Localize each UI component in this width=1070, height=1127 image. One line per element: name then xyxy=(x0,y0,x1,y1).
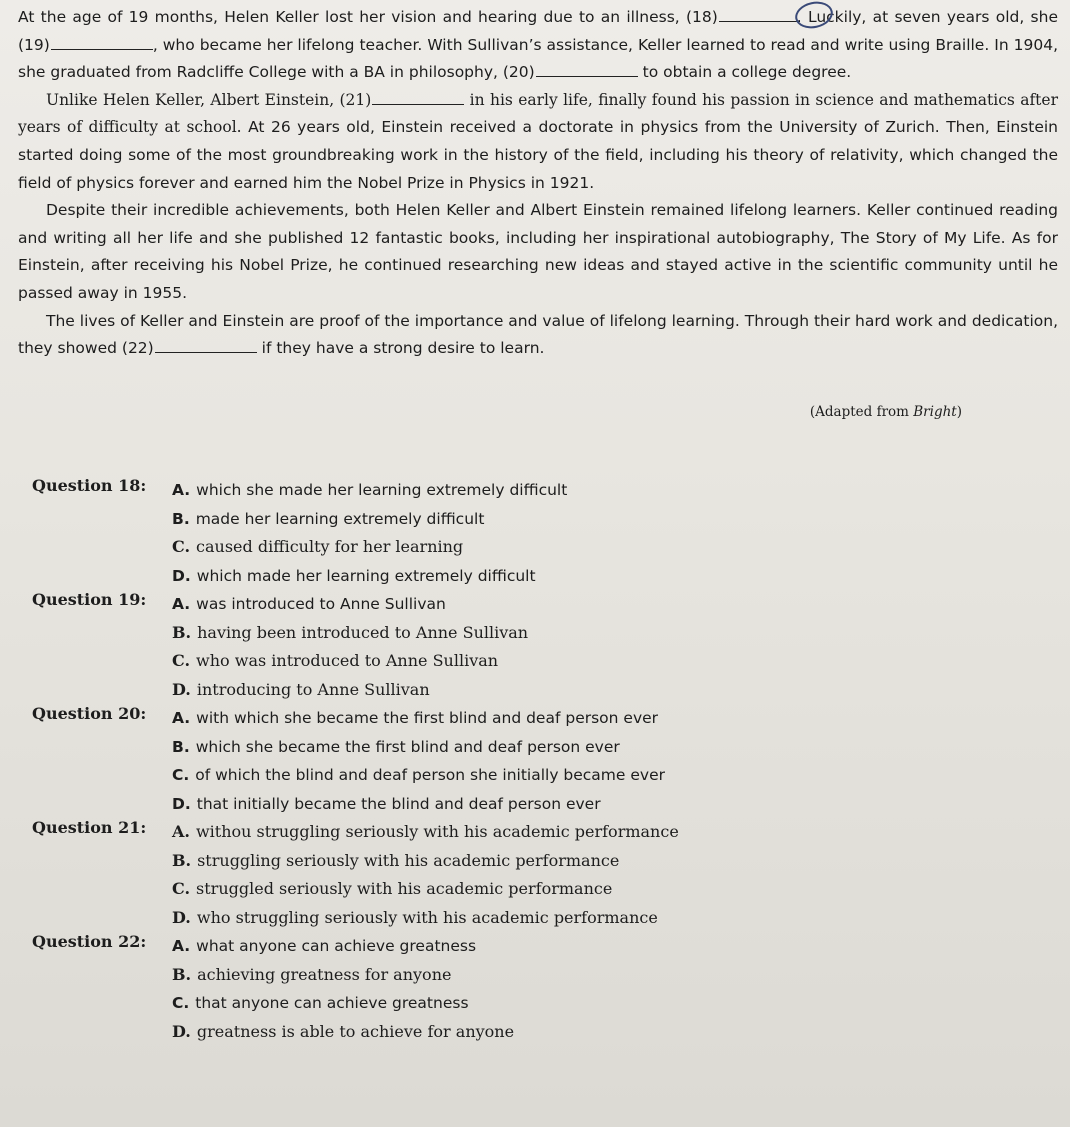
option-text: who struggling seriously with his academic performance xyxy=(196,907,658,927)
option-text: who was introduced to Anne Sullivan xyxy=(196,651,499,670)
question-21 xyxy=(32,818,832,932)
option-text: that anyone can achieve greatness xyxy=(195,994,469,1012)
paragraph-1 xyxy=(18,4,1058,87)
option-d[interactable] xyxy=(32,790,832,819)
question-label: Question 20: xyxy=(32,704,147,723)
reading-passage xyxy=(18,4,1058,363)
option-text: struggled seriously with his academic performance xyxy=(196,879,613,898)
p2-text-3: At 26 years old, Einstein received a doctorate in physics from the University of Zurich. Then, Einstein started doing some of the most groundbreaking work in the history of the field, including his theory of relativity, which changed the field of physics forever and earned him the Nobel Prize in Physics in 1921. xyxy=(18,118,1058,192)
p2-text-1: Unlike Helen Keller, Albert Einstein, (21) xyxy=(46,90,372,109)
option-letter: B. xyxy=(172,964,192,984)
blank-20 xyxy=(536,62,638,77)
option-a[interactable] xyxy=(32,932,832,961)
option-text: what anyone can achieve greatness xyxy=(196,937,477,955)
option-letter: C. xyxy=(172,651,191,670)
option-a[interactable] xyxy=(32,704,832,733)
option-text: that initially became the blind and deaf person ever xyxy=(196,794,601,813)
option-letter: D. xyxy=(172,1021,191,1041)
option-a[interactable] xyxy=(32,476,832,505)
question-label: Question 19: xyxy=(32,590,147,609)
option-letter: B. xyxy=(172,622,192,642)
option-text: introducing to Anne Sullivan xyxy=(196,679,430,699)
question-18 xyxy=(32,476,832,590)
option-c[interactable] xyxy=(32,647,832,676)
p1-text-4: to obtain a college degree. xyxy=(637,63,852,82)
option-text: made her learning extremely difficult xyxy=(195,509,485,528)
option-text: which she became the first blind and deaf person ever xyxy=(195,737,620,756)
option-b[interactable] xyxy=(32,733,832,762)
blank-22 xyxy=(155,338,257,353)
paragraph-4 xyxy=(18,308,1058,363)
option-letter: A. xyxy=(172,937,191,955)
option-c[interactable] xyxy=(32,533,832,562)
option-text: having been introduced to Anne Sullivan xyxy=(197,622,529,642)
option-letter: D. xyxy=(172,679,191,699)
option-text: with which she became the first blind and deaf person ever xyxy=(196,709,659,727)
option-letter: A. xyxy=(172,595,191,613)
question-label: Question 18: xyxy=(32,476,147,495)
option-b[interactable] xyxy=(32,619,832,648)
option-text: caused difficulty for her learning xyxy=(196,537,464,556)
blank-18 xyxy=(719,7,797,22)
option-letter: D. xyxy=(172,566,191,585)
blank-21 xyxy=(372,90,464,105)
option-text: withou struggling seriously with his academic performance xyxy=(195,822,679,841)
option-text: which made her learning extremely difficult xyxy=(196,566,536,585)
p4-text-2: if they have a strong desire to learn. xyxy=(256,339,545,358)
question-22 xyxy=(32,932,832,1046)
option-text: struggling seriously with his academic performance xyxy=(197,850,620,870)
option-letter: C. xyxy=(172,994,190,1012)
p4-text-1: The lives of Keller and Einstein are proof of the importance and value of lifelong learning. Through their hard work and dedication, they showed (22) xyxy=(18,311,1058,358)
option-letter: C. xyxy=(172,537,191,556)
question-19 xyxy=(32,590,832,704)
paragraph-3: Despite their incredible achievements, both Helen Keller and Albert Einstein remained lifelong learners. Keller continued reading and writing all her life and she published 12 fantastic books, including her inspirational autobiography, The Story of My Life. As for Einstein, after receiving his Nobel Prize, he continued researching new ideas and stayed active in the scientific community until he passed away in 1955. xyxy=(18,201,1058,302)
option-letter: B. xyxy=(172,850,192,870)
option-letter: A. xyxy=(172,822,190,841)
question-label: Question 22: xyxy=(32,932,147,951)
option-text: greatness is able to achieve for anyone xyxy=(196,1021,515,1041)
option-letter: A. xyxy=(172,709,191,727)
option-a[interactable] xyxy=(32,590,832,619)
p2-text-2: in his early life, finally found his passion in science and mathematics after years of difficulty at school. xyxy=(18,90,1058,137)
option-letter: B. xyxy=(172,509,190,528)
option-text: which she made her learning extremely difficult xyxy=(196,481,568,499)
option-a[interactable] xyxy=(32,818,832,847)
option-b[interactable] xyxy=(32,961,832,990)
option-text: of which the blind and deaf person she initially became ever xyxy=(195,766,665,784)
option-letter: C. xyxy=(172,766,190,784)
paragraph-2 xyxy=(18,87,1058,197)
option-letter: C. xyxy=(172,879,191,898)
source-name: Bright xyxy=(913,404,957,420)
option-d[interactable] xyxy=(32,676,832,705)
option-text: achieving greatness for anyone xyxy=(197,964,452,984)
option-d[interactable] xyxy=(32,904,832,933)
source-prefix: (Adapted from xyxy=(809,404,914,420)
option-c[interactable] xyxy=(32,761,832,790)
option-text: was introduced to Anne Sullivan xyxy=(196,595,446,613)
option-letter: D. xyxy=(172,794,191,813)
source-suffix: ) xyxy=(956,404,962,420)
option-c[interactable] xyxy=(32,875,832,904)
p1-text-1: At the age of 19 months, Helen Keller lost her vision and hearing due to an illness, (18) xyxy=(18,8,718,26)
option-d[interactable] xyxy=(32,1018,832,1047)
source-attribution xyxy=(810,404,962,420)
p1-text-3: , who became her lifelong teacher. With Sullivan’s assistance, Keller learned to read and write using Braille. In 1904, she graduated from Radcliffe College with a BA in philosophy, (20) xyxy=(18,35,1058,82)
option-b[interactable] xyxy=(32,847,832,876)
p1-text-2: . Luckily, at seven years old, she (19) xyxy=(18,8,1058,54)
option-letter: D. xyxy=(172,907,191,927)
option-letter: A. xyxy=(172,481,191,499)
option-b[interactable] xyxy=(32,505,832,534)
blank-19 xyxy=(51,35,153,50)
option-letter: B. xyxy=(172,737,190,756)
question-label: Question 21: xyxy=(32,818,147,837)
option-c[interactable] xyxy=(32,989,832,1018)
question-list xyxy=(32,476,832,1046)
option-d[interactable] xyxy=(32,562,832,591)
question-20 xyxy=(32,704,832,818)
